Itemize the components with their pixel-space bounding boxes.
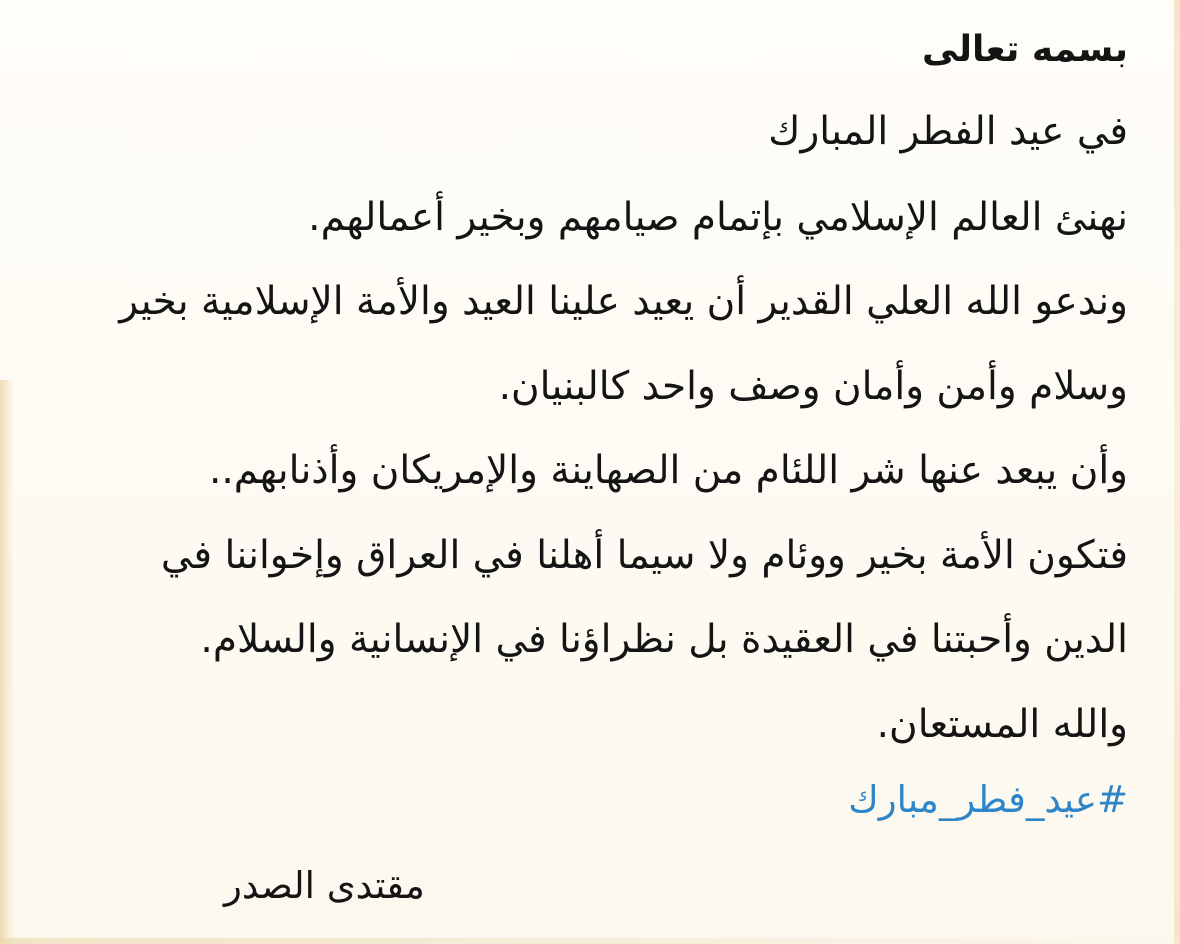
- page-edge-left-glow: [0, 380, 14, 944]
- page-edge-right: [1174, 0, 1180, 944]
- text-line: وسلام وأمن وأمان وصف واحد كالبنيان.: [498, 364, 1128, 409]
- text-line: وأن يبعد عنها شر اللئام من الصهاينة والإمريكان وأذنابهم..: [208, 448, 1128, 493]
- page-edge-bottom: [0, 938, 1180, 944]
- text-line: الدين وأحبتنا في العقيدة بل نظراؤنا في الإنسانية والسلام.: [200, 617, 1128, 662]
- text-line: وندعو الله العلي القدير أن يعيد علينا العيد والأمة الإسلامية بخير: [119, 279, 1128, 324]
- text-line: والله المستعان.: [876, 702, 1128, 747]
- signature: مقتدى الصدر: [224, 864, 425, 907]
- document-heading: بسمه تعالى: [922, 29, 1128, 70]
- text-line: في عيد الفطر المبارك: [768, 109, 1128, 154]
- hashtag-link[interactable]: #عيد_فطر_مبارك: [848, 778, 1128, 821]
- text-line: نهنئ العالم الإسلامي بإتمام صيامهم وبخير أعمالهم.: [308, 195, 1128, 240]
- text-line: فتكون الأمة بخير ووئام ولا سيما أهلنا في العراق وإخواننا في: [160, 533, 1128, 578]
